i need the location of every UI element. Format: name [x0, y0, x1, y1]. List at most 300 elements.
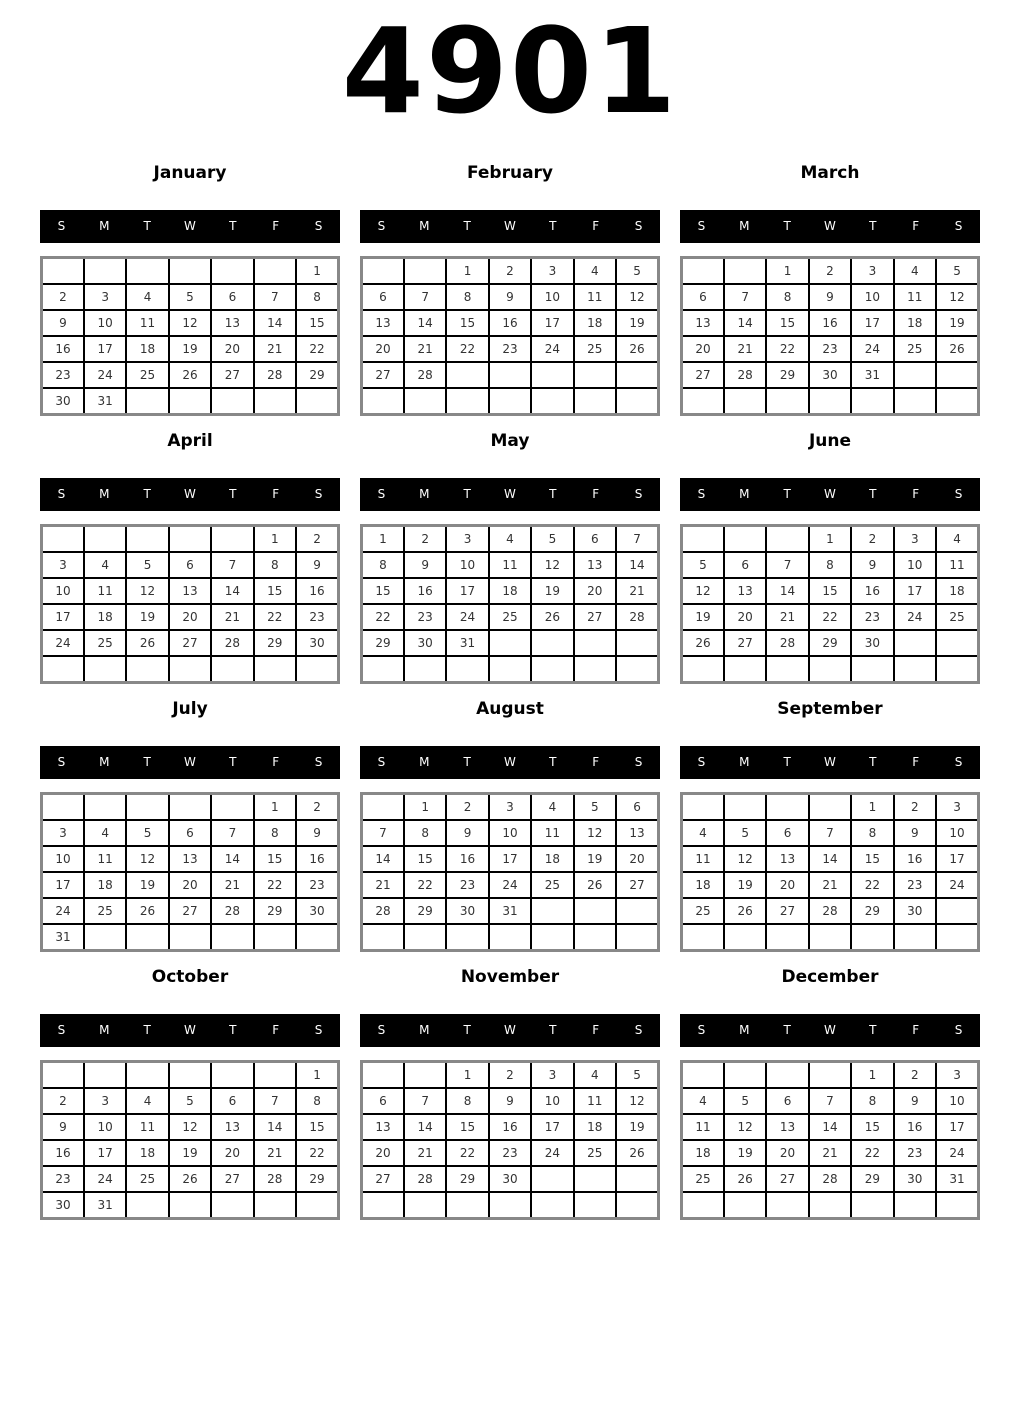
day-cell: 8: [254, 552, 296, 578]
month-title: August: [476, 698, 544, 719]
weekday-letter: M: [739, 487, 750, 502]
week-row: [42, 656, 339, 683]
day-cell: 24: [851, 336, 893, 362]
weekday-letter: T: [463, 487, 471, 502]
weekday-header: [40, 1014, 340, 1047]
day-cell: 10: [84, 310, 126, 336]
weekday-letter: T: [783, 1023, 791, 1038]
day-cell: 27: [169, 898, 211, 924]
day-cell: 27: [169, 630, 211, 656]
day-cell: 21: [404, 336, 446, 362]
empty-day-cell: [254, 257, 296, 284]
week-row: [682, 1061, 979, 1088]
weekday-letter: M: [419, 1023, 430, 1038]
month-title: September: [777, 698, 883, 719]
day-cell: 20: [362, 1140, 404, 1166]
day-cell: 16: [42, 336, 84, 362]
day-cell: 3: [42, 820, 84, 846]
empty-day-cell: [616, 388, 658, 415]
weekday-letter: F: [912, 755, 920, 770]
weekday-letter: S: [697, 755, 706, 770]
empty-day-cell: [404, 656, 446, 683]
day-cell: 10: [446, 552, 488, 578]
day-cell: 19: [682, 604, 724, 630]
empty-day-cell: [809, 388, 851, 415]
week-row: [42, 604, 339, 630]
week-row: [42, 1140, 339, 1166]
weekday-letter: S: [634, 755, 643, 770]
day-cell: 5: [616, 257, 658, 284]
weekday-letter: T: [783, 487, 791, 502]
day-cell: 25: [489, 604, 531, 630]
day-cell: 26: [531, 604, 573, 630]
week-row: [682, 1140, 979, 1166]
empty-day-cell: [936, 656, 978, 683]
day-cell: 6: [362, 284, 404, 310]
week-row: [42, 1114, 339, 1140]
empty-day-cell: [126, 924, 168, 951]
week-row: [362, 1088, 659, 1114]
day-cell: 5: [616, 1061, 658, 1088]
empty-day-cell: [682, 656, 724, 683]
empty-day-cell: [682, 525, 724, 552]
day-cell: 25: [936, 604, 978, 630]
day-cell: 13: [362, 310, 404, 336]
day-cell: 5: [531, 525, 573, 552]
day-cell: 9: [851, 552, 893, 578]
day-cell: 30: [42, 388, 84, 415]
day-cell: 17: [42, 872, 84, 898]
empty-day-cell: [211, 388, 253, 415]
day-cell: 4: [84, 552, 126, 578]
empty-day-cell: [531, 898, 573, 924]
day-cell: 18: [682, 1140, 724, 1166]
day-cell: 14: [404, 310, 446, 336]
day-cell: 7: [254, 1088, 296, 1114]
week-row: [682, 630, 979, 656]
day-cell: 15: [766, 310, 808, 336]
empty-day-cell: [169, 257, 211, 284]
day-cell: 30: [296, 630, 338, 656]
month-title: January: [153, 162, 227, 183]
day-cell: 1: [766, 257, 808, 284]
weekday-letter: T: [549, 1023, 557, 1038]
empty-day-cell: [894, 924, 936, 951]
weekday-letter: T: [549, 219, 557, 234]
empty-day-cell: [169, 924, 211, 951]
day-cell: 13: [574, 552, 616, 578]
month: [680, 162, 980, 416]
empty-day-cell: [254, 924, 296, 951]
weekday-header: [360, 1014, 660, 1047]
day-cell: 24: [894, 604, 936, 630]
day-cell: 23: [809, 336, 851, 362]
day-cell: 7: [766, 552, 808, 578]
week-row: [362, 604, 659, 630]
empty-day-cell: [254, 656, 296, 683]
week-row: [682, 257, 979, 284]
day-cell: 29: [446, 1166, 488, 1192]
day-cell: 17: [851, 310, 893, 336]
empty-day-cell: [296, 388, 338, 415]
day-cell: 13: [169, 846, 211, 872]
day-cell: 26: [169, 1166, 211, 1192]
empty-day-cell: [446, 924, 488, 951]
day-cell: 10: [894, 552, 936, 578]
day-cell: 23: [42, 362, 84, 388]
month-title: March: [800, 162, 860, 183]
weekday-letter: T: [783, 755, 791, 770]
day-cell: 7: [404, 1088, 446, 1114]
empty-day-cell: [936, 362, 978, 388]
day-cell: 29: [254, 630, 296, 656]
day-cell: 29: [809, 630, 851, 656]
day-cell: 30: [894, 898, 936, 924]
day-cell: 21: [809, 1140, 851, 1166]
empty-day-cell: [211, 924, 253, 951]
weekday-header: [40, 210, 340, 243]
empty-day-cell: [851, 656, 893, 683]
empty-day-cell: [809, 656, 851, 683]
day-cell: 11: [84, 846, 126, 872]
day-cell: 30: [489, 1166, 531, 1192]
weekday-letter: T: [229, 219, 237, 234]
week-row: [362, 362, 659, 388]
day-cell: 30: [404, 630, 446, 656]
empty-day-cell: [489, 656, 531, 683]
empty-day-cell: [126, 1061, 168, 1088]
day-cell: 4: [574, 257, 616, 284]
empty-day-cell: [254, 1192, 296, 1219]
day-cell: 11: [126, 310, 168, 336]
day-cell: 29: [404, 898, 446, 924]
day-cell: 16: [446, 846, 488, 872]
day-cell: 6: [616, 793, 658, 820]
empty-day-cell: [724, 388, 766, 415]
day-cell: 4: [531, 793, 573, 820]
day-cell: 10: [42, 846, 84, 872]
weekday-letter: S: [634, 487, 643, 502]
day-cell: 23: [851, 604, 893, 630]
week-row: [42, 898, 339, 924]
day-cell: 31: [84, 388, 126, 415]
empty-day-cell: [489, 1192, 531, 1219]
day-cell: 11: [126, 1114, 168, 1140]
empty-day-cell: [766, 1061, 808, 1088]
empty-day-cell: [211, 1061, 253, 1088]
week-row: [362, 656, 659, 683]
month: [40, 698, 340, 952]
day-cell: 21: [766, 604, 808, 630]
day-cell: 9: [894, 820, 936, 846]
empty-day-cell: [724, 793, 766, 820]
day-cell: 22: [362, 604, 404, 630]
empty-day-cell: [254, 1061, 296, 1088]
day-cell: 19: [531, 578, 573, 604]
day-cell: 13: [766, 846, 808, 872]
day-cell: 3: [84, 1088, 126, 1114]
day-cell: 14: [362, 846, 404, 872]
weekday-letter: M: [419, 219, 430, 234]
day-cell: 26: [126, 898, 168, 924]
day-cell: 5: [936, 257, 978, 284]
empty-day-cell: [489, 388, 531, 415]
day-cell: 21: [809, 872, 851, 898]
weekday-letter: M: [99, 1023, 110, 1038]
day-cell: 1: [362, 525, 404, 552]
day-cell: 1: [851, 1061, 893, 1088]
day-cell: 27: [724, 630, 766, 656]
day-cell: 13: [211, 1114, 253, 1140]
day-cell: 14: [254, 1114, 296, 1140]
month-day-grid: [360, 792, 660, 952]
weekday-letter: W: [504, 487, 516, 502]
empty-day-cell: [126, 793, 168, 820]
day-cell: 11: [489, 552, 531, 578]
day-cell: 15: [362, 578, 404, 604]
week-row: [362, 525, 659, 552]
day-cell: 9: [296, 820, 338, 846]
day-cell: 14: [211, 846, 253, 872]
month-day-grid: [680, 1060, 980, 1220]
empty-day-cell: [766, 1192, 808, 1219]
day-cell: 30: [809, 362, 851, 388]
day-cell: 24: [446, 604, 488, 630]
day-cell: 17: [894, 578, 936, 604]
week-row: [362, 310, 659, 336]
day-cell: 15: [851, 846, 893, 872]
day-cell: 28: [809, 898, 851, 924]
day-cell: 31: [446, 630, 488, 656]
day-cell: 26: [724, 898, 766, 924]
weekday-letter: W: [824, 487, 836, 502]
day-cell: 18: [574, 310, 616, 336]
day-cell: 28: [766, 630, 808, 656]
day-cell: 5: [724, 820, 766, 846]
week-row: [362, 284, 659, 310]
day-cell: 14: [404, 1114, 446, 1140]
day-cell: 21: [616, 578, 658, 604]
week-row: [362, 793, 659, 820]
day-cell: 16: [894, 846, 936, 872]
empty-day-cell: [42, 1061, 84, 1088]
day-cell: 2: [446, 793, 488, 820]
day-cell: 20: [574, 578, 616, 604]
day-cell: 6: [682, 284, 724, 310]
weekday-letter: W: [504, 219, 516, 234]
day-cell: 15: [851, 1114, 893, 1140]
day-cell: 19: [126, 604, 168, 630]
day-cell: 16: [894, 1114, 936, 1140]
day-cell: 3: [936, 793, 978, 820]
day-cell: 2: [42, 284, 84, 310]
day-cell: 21: [362, 872, 404, 898]
day-cell: 26: [616, 336, 658, 362]
weekday-letter: S: [634, 1023, 643, 1038]
empty-day-cell: [489, 630, 531, 656]
day-cell: 9: [404, 552, 446, 578]
day-cell: 4: [894, 257, 936, 284]
day-cell: 12: [682, 578, 724, 604]
day-cell: 10: [936, 820, 978, 846]
month: [680, 698, 980, 952]
weekday-letter: S: [377, 1023, 386, 1038]
day-cell: 23: [489, 1140, 531, 1166]
day-cell: 16: [851, 578, 893, 604]
empty-day-cell: [574, 630, 616, 656]
day-cell: 9: [489, 284, 531, 310]
empty-day-cell: [936, 924, 978, 951]
empty-day-cell: [766, 656, 808, 683]
day-cell: 23: [489, 336, 531, 362]
day-cell: 22: [254, 604, 296, 630]
week-row: [362, 1114, 659, 1140]
day-cell: 8: [766, 284, 808, 310]
weekday-header: [680, 746, 980, 779]
day-cell: 5: [724, 1088, 766, 1114]
week-row: [42, 310, 339, 336]
day-cell: 17: [936, 1114, 978, 1140]
day-cell: 16: [809, 310, 851, 336]
day-cell: 4: [84, 820, 126, 846]
day-cell: 8: [362, 552, 404, 578]
day-cell: 18: [894, 310, 936, 336]
month: [360, 162, 660, 416]
day-cell: 7: [254, 284, 296, 310]
day-cell: 7: [404, 284, 446, 310]
day-cell: 18: [126, 1140, 168, 1166]
day-cell: 29: [254, 898, 296, 924]
weekday-letter: M: [419, 487, 430, 502]
day-cell: 3: [42, 552, 84, 578]
weekday-letter: W: [824, 1023, 836, 1038]
week-row: [42, 1088, 339, 1114]
day-cell: 3: [489, 793, 531, 820]
day-cell: 2: [809, 257, 851, 284]
day-cell: 15: [296, 310, 338, 336]
day-cell: 20: [211, 1140, 253, 1166]
day-cell: 22: [446, 1140, 488, 1166]
empty-day-cell: [766, 793, 808, 820]
day-cell: 1: [254, 793, 296, 820]
day-cell: 8: [851, 820, 893, 846]
empty-day-cell: [126, 525, 168, 552]
day-cell: 2: [296, 793, 338, 820]
day-cell: 12: [616, 284, 658, 310]
day-cell: 1: [809, 525, 851, 552]
day-cell: 27: [362, 1166, 404, 1192]
day-cell: 1: [296, 257, 338, 284]
day-cell: 27: [574, 604, 616, 630]
day-cell: 2: [404, 525, 446, 552]
week-row: [682, 552, 979, 578]
day-cell: 11: [574, 284, 616, 310]
week-row: [42, 846, 339, 872]
day-cell: 25: [531, 872, 573, 898]
day-cell: 23: [42, 1166, 84, 1192]
day-cell: 20: [616, 846, 658, 872]
day-cell: 25: [682, 898, 724, 924]
weekday-letter: F: [592, 1023, 600, 1038]
weekday-letter: S: [634, 219, 643, 234]
weekday-letter: F: [592, 755, 600, 770]
day-cell: 1: [254, 525, 296, 552]
day-cell: 12: [616, 1088, 658, 1114]
weekday-letter: T: [869, 755, 877, 770]
day-cell: 7: [724, 284, 766, 310]
empty-day-cell: [574, 1166, 616, 1192]
day-cell: 6: [169, 820, 211, 846]
day-cell: 14: [254, 310, 296, 336]
day-cell: 24: [42, 898, 84, 924]
empty-day-cell: [404, 1192, 446, 1219]
empty-day-cell: [126, 257, 168, 284]
day-cell: 5: [126, 552, 168, 578]
day-cell: 13: [169, 578, 211, 604]
weekday-letter: T: [783, 219, 791, 234]
weekday-letter: S: [314, 1023, 323, 1038]
day-cell: 5: [169, 284, 211, 310]
empty-day-cell: [362, 656, 404, 683]
empty-day-cell: [851, 924, 893, 951]
day-cell: 28: [211, 898, 253, 924]
day-cell: 16: [489, 310, 531, 336]
empty-day-cell: [404, 924, 446, 951]
month-title: October: [151, 966, 229, 987]
day-cell: 28: [724, 362, 766, 388]
day-cell: 22: [404, 872, 446, 898]
empty-day-cell: [616, 1192, 658, 1219]
day-cell: 9: [296, 552, 338, 578]
week-row: [42, 630, 339, 656]
week-row: [42, 793, 339, 820]
weekday-letter: W: [824, 219, 836, 234]
day-cell: 9: [446, 820, 488, 846]
day-cell: 30: [42, 1192, 84, 1219]
weekday-letter: S: [954, 755, 963, 770]
week-row: [42, 362, 339, 388]
day-cell: 22: [809, 604, 851, 630]
day-cell: 9: [809, 284, 851, 310]
week-row: [362, 1061, 659, 1088]
day-cell: 29: [766, 362, 808, 388]
weekday-letter: W: [184, 1023, 196, 1038]
day-cell: 1: [446, 1061, 488, 1088]
day-cell: 31: [936, 1166, 978, 1192]
weekday-letter: W: [184, 487, 196, 502]
weekday-letter: S: [377, 487, 386, 502]
weekday-header: [680, 210, 980, 243]
day-cell: 31: [489, 898, 531, 924]
weekday-letter: M: [99, 219, 110, 234]
month-day-grid: [360, 524, 660, 684]
empty-day-cell: [809, 1192, 851, 1219]
day-cell: 22: [296, 336, 338, 362]
empty-day-cell: [682, 1061, 724, 1088]
day-cell: 25: [126, 362, 168, 388]
empty-day-cell: [616, 924, 658, 951]
empty-day-cell: [446, 1192, 488, 1219]
month-title: April: [167, 430, 213, 451]
month-day-grid: [40, 1060, 340, 1220]
empty-day-cell: [169, 656, 211, 683]
weekday-letter: T: [869, 487, 877, 502]
empty-day-cell: [936, 898, 978, 924]
empty-day-cell: [766, 388, 808, 415]
weekday-header: [40, 746, 340, 779]
week-row: [362, 1192, 659, 1219]
day-cell: 20: [724, 604, 766, 630]
